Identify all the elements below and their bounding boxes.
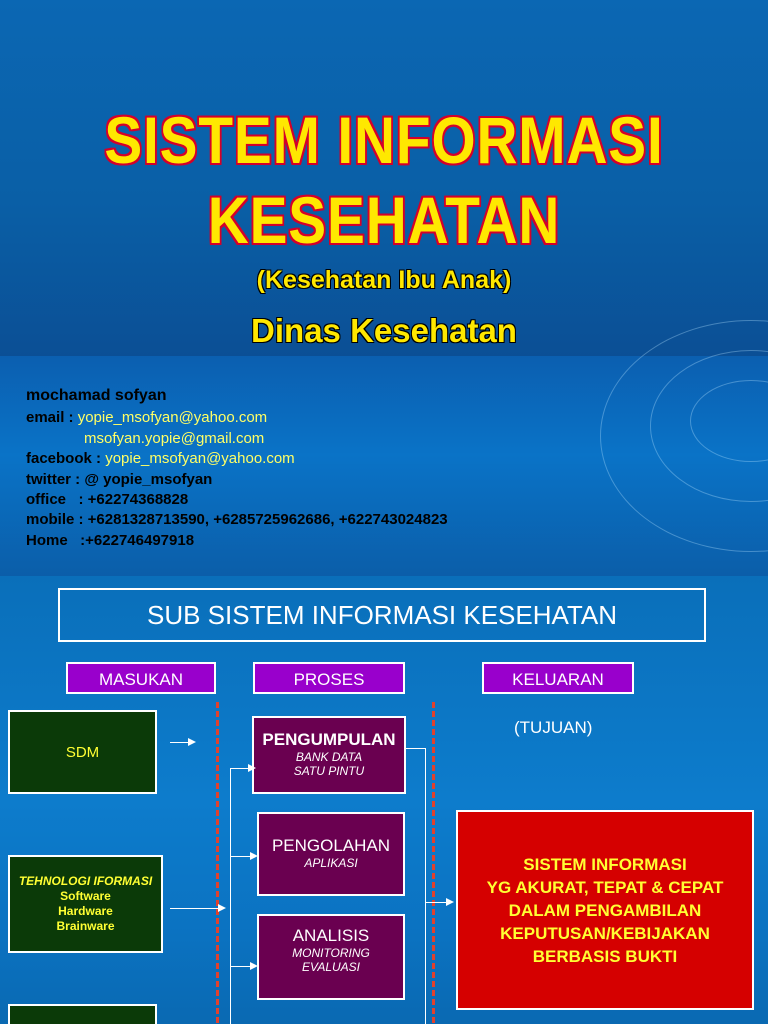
connector-line	[230, 856, 252, 857]
divider-dashed	[432, 702, 435, 1024]
input-tech-item: Software	[60, 889, 111, 903]
connector-line	[406, 748, 426, 749]
email-link-2[interactable]: msofyan.yopie@gmail.com	[84, 429, 265, 447]
mobile-phone: mobile : +6281328713590, +6285725962686, +622743024823	[26, 511, 448, 529]
contact-info	[26, 386, 448, 551]
connector-line	[230, 768, 250, 769]
result-line: BERBASIS BUKTI	[532, 946, 678, 966]
input-sdm	[8, 710, 157, 794]
arrow-icon	[250, 962, 258, 970]
arrow-icon	[188, 738, 196, 746]
input-tehnologi	[8, 855, 163, 953]
process-title: PENGOLAHAN	[271, 836, 391, 855]
connector-line	[230, 966, 252, 967]
column-proses: PROSES	[253, 662, 405, 694]
column-masukan: MASUKAN	[66, 662, 216, 694]
result-line: DALAM PENGAMBILAN	[508, 900, 702, 920]
email-link-1[interactable]: yopie_msofyan@yahoo.com	[77, 409, 268, 427]
process-sub: APLIKASI	[304, 856, 358, 870]
divider-dashed	[216, 702, 219, 1024]
column-keluaran: KELUARAN	[482, 662, 634, 694]
title-line-2: KESEHATAN	[207, 183, 561, 257]
result-box	[456, 810, 754, 1010]
connector-line	[425, 748, 426, 1024]
office-phone: office : +62274368828	[26, 491, 189, 509]
input-tech-title: TEHNOLOGI IFORMASI	[18, 874, 153, 888]
connector-line	[170, 908, 220, 909]
email-label: email :	[26, 409, 78, 427]
input-tech-item: Brainware	[56, 919, 115, 933]
process-sub: EVALUASI	[301, 960, 361, 974]
arrow-icon	[446, 898, 454, 906]
connector-line	[230, 768, 231, 1024]
process-sub: BANK DATA	[295, 750, 363, 764]
connector-line	[170, 742, 190, 743]
result-line: SISTEM INFORMASI	[523, 854, 687, 874]
home-phone: Home :+622746497918	[26, 531, 195, 549]
process-sub: MONITORING	[292, 946, 370, 960]
process-title: PENGUMPULAN	[262, 730, 396, 749]
result-line: KEPUTUSAN/KEBIJAKAN	[500, 923, 710, 943]
result-line: YG AKURAT, TEPAT & CEPAT	[486, 877, 724, 897]
twitter-row: twitter : @ yopie_msofyan	[26, 470, 213, 488]
facebook-link[interactable]: yopie_msofyan@yahoo.com	[105, 450, 295, 468]
input-sdm-label: SDM	[65, 743, 100, 761]
input-tech-item: Hardware	[58, 904, 113, 918]
arrow-icon	[218, 904, 226, 912]
facebook-label: facebook :	[26, 450, 106, 468]
arrow-icon	[248, 764, 256, 772]
subtitle: (Kesehatan Ibu Anak)	[256, 266, 512, 294]
organization: Dinas Kesehatan	[251, 312, 517, 349]
tujuan-label: (TUJUAN)	[514, 718, 593, 737]
process-pengolahan	[257, 812, 405, 896]
process-analisis	[257, 914, 405, 1000]
arrow-icon	[250, 852, 258, 860]
process-title: ANALISIS	[292, 926, 370, 945]
connector-line	[425, 902, 447, 903]
diagram-slide	[0, 576, 768, 1024]
diagram-header: SUB SISTEM INFORMASI KESEHATAN	[58, 588, 706, 642]
process-pengumpulan	[252, 716, 406, 794]
process-sub: SATU PINTU	[293, 764, 365, 778]
author-name: mochamad sofyan	[26, 387, 167, 404]
input-box-partial	[8, 1004, 157, 1024]
title-line-1: SISTEM INFORMASI	[104, 103, 664, 177]
